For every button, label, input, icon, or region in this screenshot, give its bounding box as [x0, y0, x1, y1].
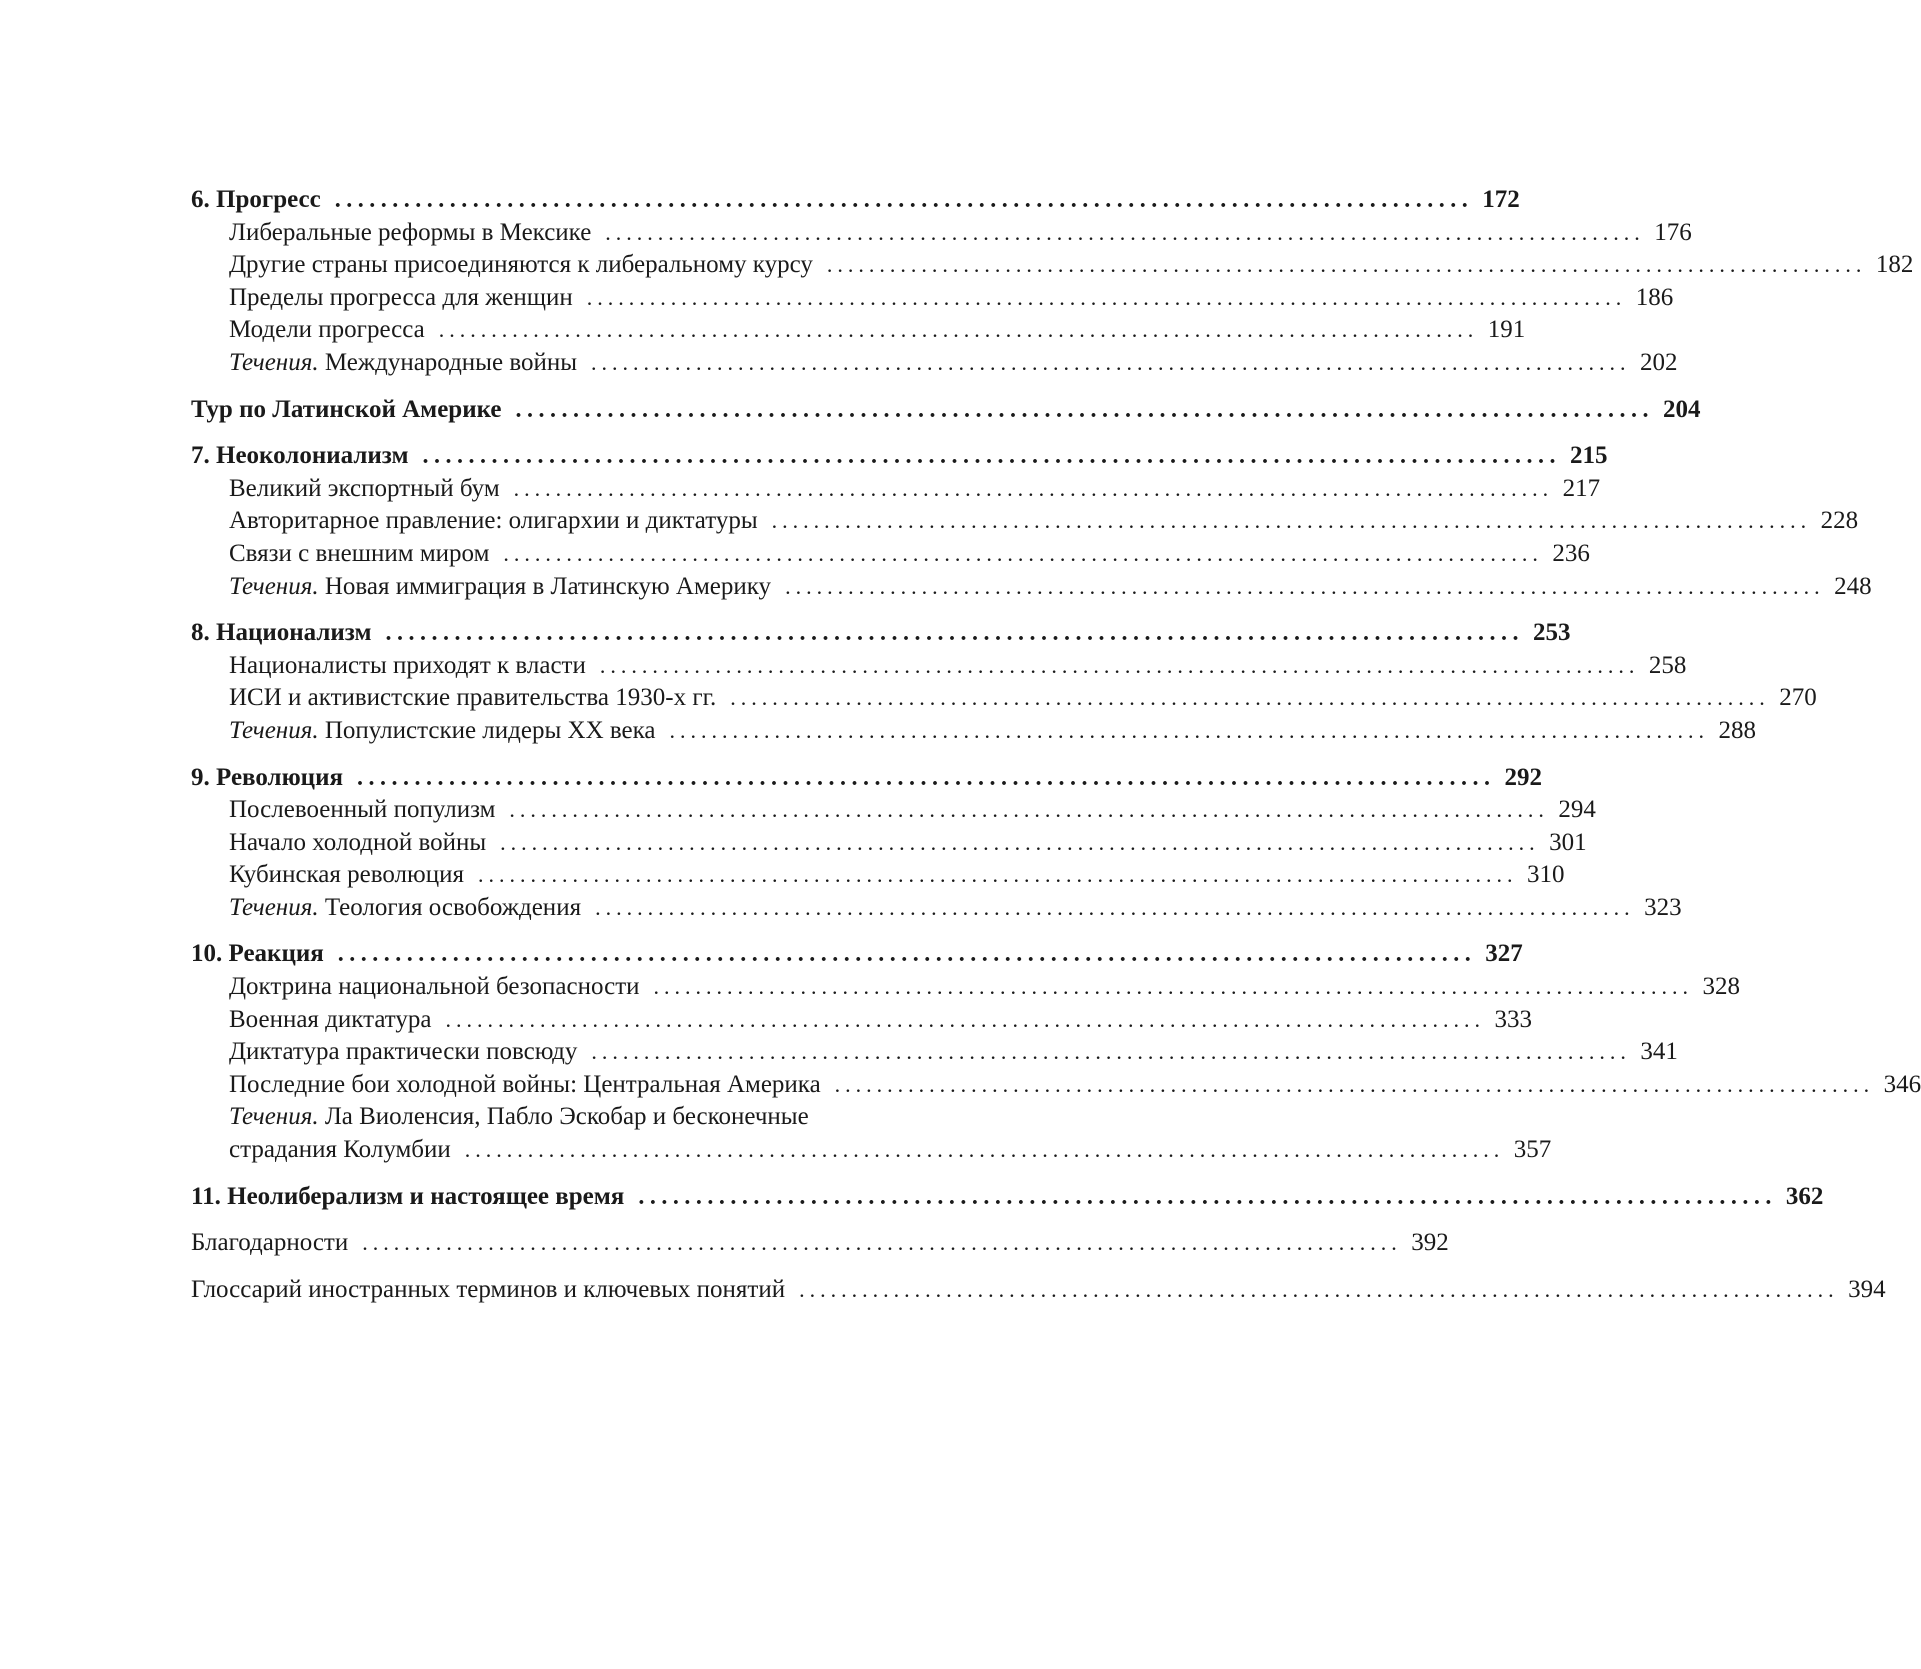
entry-prefix: Течения. [229, 1103, 319, 1131]
dot-leader [827, 249, 1862, 282]
dot-leader [835, 1069, 1870, 1102]
entry-title [191, 1274, 785, 1307]
toc-section-entry[interactable] [191, 282, 1674, 315]
entry-title [229, 650, 586, 683]
dot-leader [514, 473, 1549, 506]
page-number: 394 [1848, 1275, 1886, 1303]
entry-title-text: Великий экспортный бум [229, 474, 500, 502]
entry-title-text: Последние бои холодной войны: Центральная Америка [229, 1070, 821, 1098]
entry-title-text: Послевоенный популизм [229, 796, 496, 824]
dot-leader [503, 538, 1538, 571]
entry-title [229, 1069, 821, 1102]
entry-title-text: Либеральные реформы в Мексике [229, 218, 592, 246]
toc-section-entry[interactable] [191, 1274, 1886, 1307]
toc-section-entry[interactable] [191, 892, 1682, 925]
entry-title-text: страдания Колумбии [229, 1136, 451, 1164]
toc-section-entry[interactable] [191, 1134, 1552, 1167]
entry-title [229, 794, 495, 827]
toc-section-entry[interactable] [191, 1004, 1532, 1037]
entry-title-text: Благодарности [191, 1229, 349, 1257]
entry-title-text: 6. Прогресс [191, 186, 321, 213]
page-number: 270 [1779, 684, 1817, 712]
toc-section-entry[interactable] [191, 715, 1757, 748]
entry-title-text: Связи с внешним миром [229, 539, 490, 567]
page-number: 327 [1485, 940, 1523, 968]
entry-title [229, 314, 425, 347]
dot-leader [785, 571, 1820, 604]
entry-prefix: Течения. [229, 572, 319, 600]
entry-title [191, 762, 343, 795]
entry-prefix: Течения. [229, 716, 319, 744]
entry-title [191, 617, 372, 650]
entry-title [229, 827, 486, 860]
toc-section-entry[interactable] [191, 1227, 1449, 1260]
dot-leader [654, 971, 1689, 1004]
page-number: 202 [1640, 348, 1678, 376]
entry-title [229, 347, 577, 380]
toc-section-entry[interactable] [191, 217, 1692, 250]
dot-leader [445, 1004, 1480, 1037]
toc-section-entry[interactable] [191, 1069, 1921, 1102]
entry-title-text: Начало холодной войны [229, 828, 487, 856]
toc-chapter-entry[interactable] [191, 762, 1543, 795]
toc-section-entry[interactable] [191, 650, 1687, 683]
entry-title [191, 1227, 348, 1260]
page-number: 217 [1562, 474, 1601, 502]
dot-leader [357, 762, 1490, 795]
toc-chapter-entry[interactable] [191, 394, 1701, 427]
page-number: 357 [1513, 1136, 1552, 1164]
entry-title [191, 938, 324, 971]
dot-leader [338, 938, 1471, 971]
toc-section-entry[interactable] [191, 473, 1601, 506]
page-number: 253 [1533, 619, 1571, 647]
page-number: 392 [1411, 1229, 1449, 1257]
toc-section-entry[interactable] [191, 859, 1565, 892]
page-number: 294 [1558, 796, 1596, 824]
toc-section-entry[interactable] [191, 505, 1859, 538]
page-number: 288 [1718, 716, 1757, 744]
entry-title [229, 217, 591, 250]
page-number: 310 [1526, 861, 1565, 889]
entry-title-text: Другие страны присоединяются к либеральному курсу [229, 251, 813, 279]
dot-leader [799, 1274, 1834, 1307]
page-number: 248 [1834, 572, 1872, 600]
dot-leader [600, 650, 1635, 683]
toc-section-entry[interactable] [191, 249, 1914, 282]
entry-title [229, 1004, 431, 1037]
dot-leader [335, 184, 1468, 217]
page-number: 301 [1549, 828, 1587, 856]
toc-section-entry[interactable] [191, 1101, 996, 1134]
toc-section-entry[interactable] [191, 682, 1817, 715]
page-number: 172 [1482, 186, 1520, 213]
dot-leader [595, 892, 1630, 925]
entry-title-text: ИСИ и активистские правительства 1930-х гг. [229, 684, 717, 712]
entry-title [229, 1036, 577, 1069]
page-number: 346 [1883, 1070, 1921, 1098]
dot-leader [439, 314, 1474, 347]
toc-section-entry[interactable] [191, 971, 1741, 1004]
entry-title-text: Кубинская революция [229, 861, 464, 889]
entry-title-text: Военная диктатура [229, 1005, 432, 1033]
toc-section-entry[interactable] [191, 1036, 1678, 1069]
toc-chapter-entry[interactable] [191, 617, 1571, 650]
toc-section-entry[interactable] [191, 794, 1596, 827]
entry-title [229, 282, 573, 315]
entry-title-text: Диктатура практически повсюду [229, 1038, 578, 1066]
page-number: 341 [1640, 1038, 1678, 1066]
dot-leader [638, 1181, 1771, 1214]
dot-leader [386, 617, 1519, 650]
page-number: 204 [1663, 395, 1701, 423]
dot-leader [605, 217, 1640, 250]
dot-leader [670, 715, 1705, 748]
dot-leader [500, 827, 1535, 860]
entry-title [229, 971, 640, 1004]
toc-section-entry[interactable] [191, 538, 1590, 571]
entry-title-text: Тур по Латинской Америке [191, 395, 502, 423]
toc-section-entry[interactable] [191, 827, 1587, 860]
page-number: 258 [1648, 651, 1687, 679]
dot-leader [591, 347, 1626, 380]
entry-title [229, 571, 771, 604]
entry-title-text: 9. Революция [191, 763, 344, 791]
page-number: 333 [1494, 1005, 1532, 1033]
entry-title-text: Модели прогресса [229, 316, 425, 344]
dot-leader [587, 282, 1622, 315]
dot-leader [509, 794, 1544, 827]
entry-title-text: Пределы прогресса для женщин [229, 283, 573, 311]
entry-title [229, 473, 500, 506]
dot-leader [730, 682, 1765, 715]
entry-title [229, 538, 489, 571]
page-number: 292 [1504, 763, 1543, 791]
entry-title [191, 394, 502, 427]
page-number: 215 [1570, 442, 1608, 470]
entry-title [191, 440, 409, 473]
entry-title [229, 505, 758, 538]
dot-leader [478, 859, 1513, 892]
page-number: 176 [1654, 218, 1692, 246]
dot-leader [362, 1227, 1397, 1260]
toc-chapter-entry[interactable] [191, 184, 1520, 217]
entry-title [229, 682, 716, 715]
entry-title [229, 859, 464, 892]
page-number: 328 [1702, 973, 1741, 1001]
entry-title [229, 892, 581, 925]
entry-title-text: 10. Реакция [191, 940, 324, 968]
entry-prefix: Течения. [229, 893, 319, 921]
page-number: 182 [1875, 251, 1914, 279]
page-number: 323 [1644, 893, 1682, 921]
entry-title-text: Глоссарий иностранных терминов и ключевых понятий [191, 1275, 786, 1303]
entry-title [191, 1181, 624, 1214]
page-number: 191 [1487, 316, 1526, 344]
toc-chapter-entry[interactable] [191, 440, 1608, 473]
entry-title [229, 1134, 451, 1167]
toc-section-entry[interactable] [191, 347, 1678, 380]
toc-section-entry[interactable] [191, 571, 1872, 604]
page-number: 228 [1820, 507, 1859, 535]
entry-title-text: Популистские лидеры XX века [318, 716, 656, 744]
table-of-contents [191, 184, 1921, 1306]
page-number: 186 [1635, 283, 1674, 311]
entry-title-text: 7. Неоколониализм [191, 442, 409, 470]
entry-title-text: Ла Виоленсия, Пабло Эскобар и бесконечные [318, 1103, 809, 1131]
toc-chapter-entry[interactable] [191, 938, 1523, 971]
dot-leader [591, 1036, 1626, 1069]
entry-title-text: Националисты приходят к власти [229, 651, 586, 679]
dot-leader [423, 440, 1556, 473]
entry-title-text: 8. Национализм [191, 619, 372, 647]
entry-title-text: Авторитарное правление: олигархии и диктатуры [229, 507, 758, 535]
entry-title [229, 1101, 809, 1134]
entry-title [229, 715, 656, 748]
dot-leader [772, 505, 1807, 538]
entry-title [191, 184, 321, 217]
entry-title-text: Доктрина национальной безопасности [229, 973, 640, 1001]
page-number: 362 [1785, 1182, 1824, 1210]
dot-leader [516, 394, 1649, 427]
entry-prefix: Течения. [229, 348, 319, 376]
page-number: 236 [1552, 539, 1590, 567]
toc-chapter-entry[interactable] [191, 1181, 1824, 1214]
entry-title-text: Новая иммиграция в Латинскую Америку [318, 572, 772, 600]
entry-title-text: 11. Неолиберализм и настоящее время [191, 1182, 625, 1210]
entry-title [229, 249, 813, 282]
dot-leader [465, 1134, 1500, 1167]
entry-title-text: Международные войны [318, 348, 578, 376]
toc-section-entry[interactable] [191, 314, 1526, 347]
entry-title-text: Теология освобождения [318, 893, 582, 921]
